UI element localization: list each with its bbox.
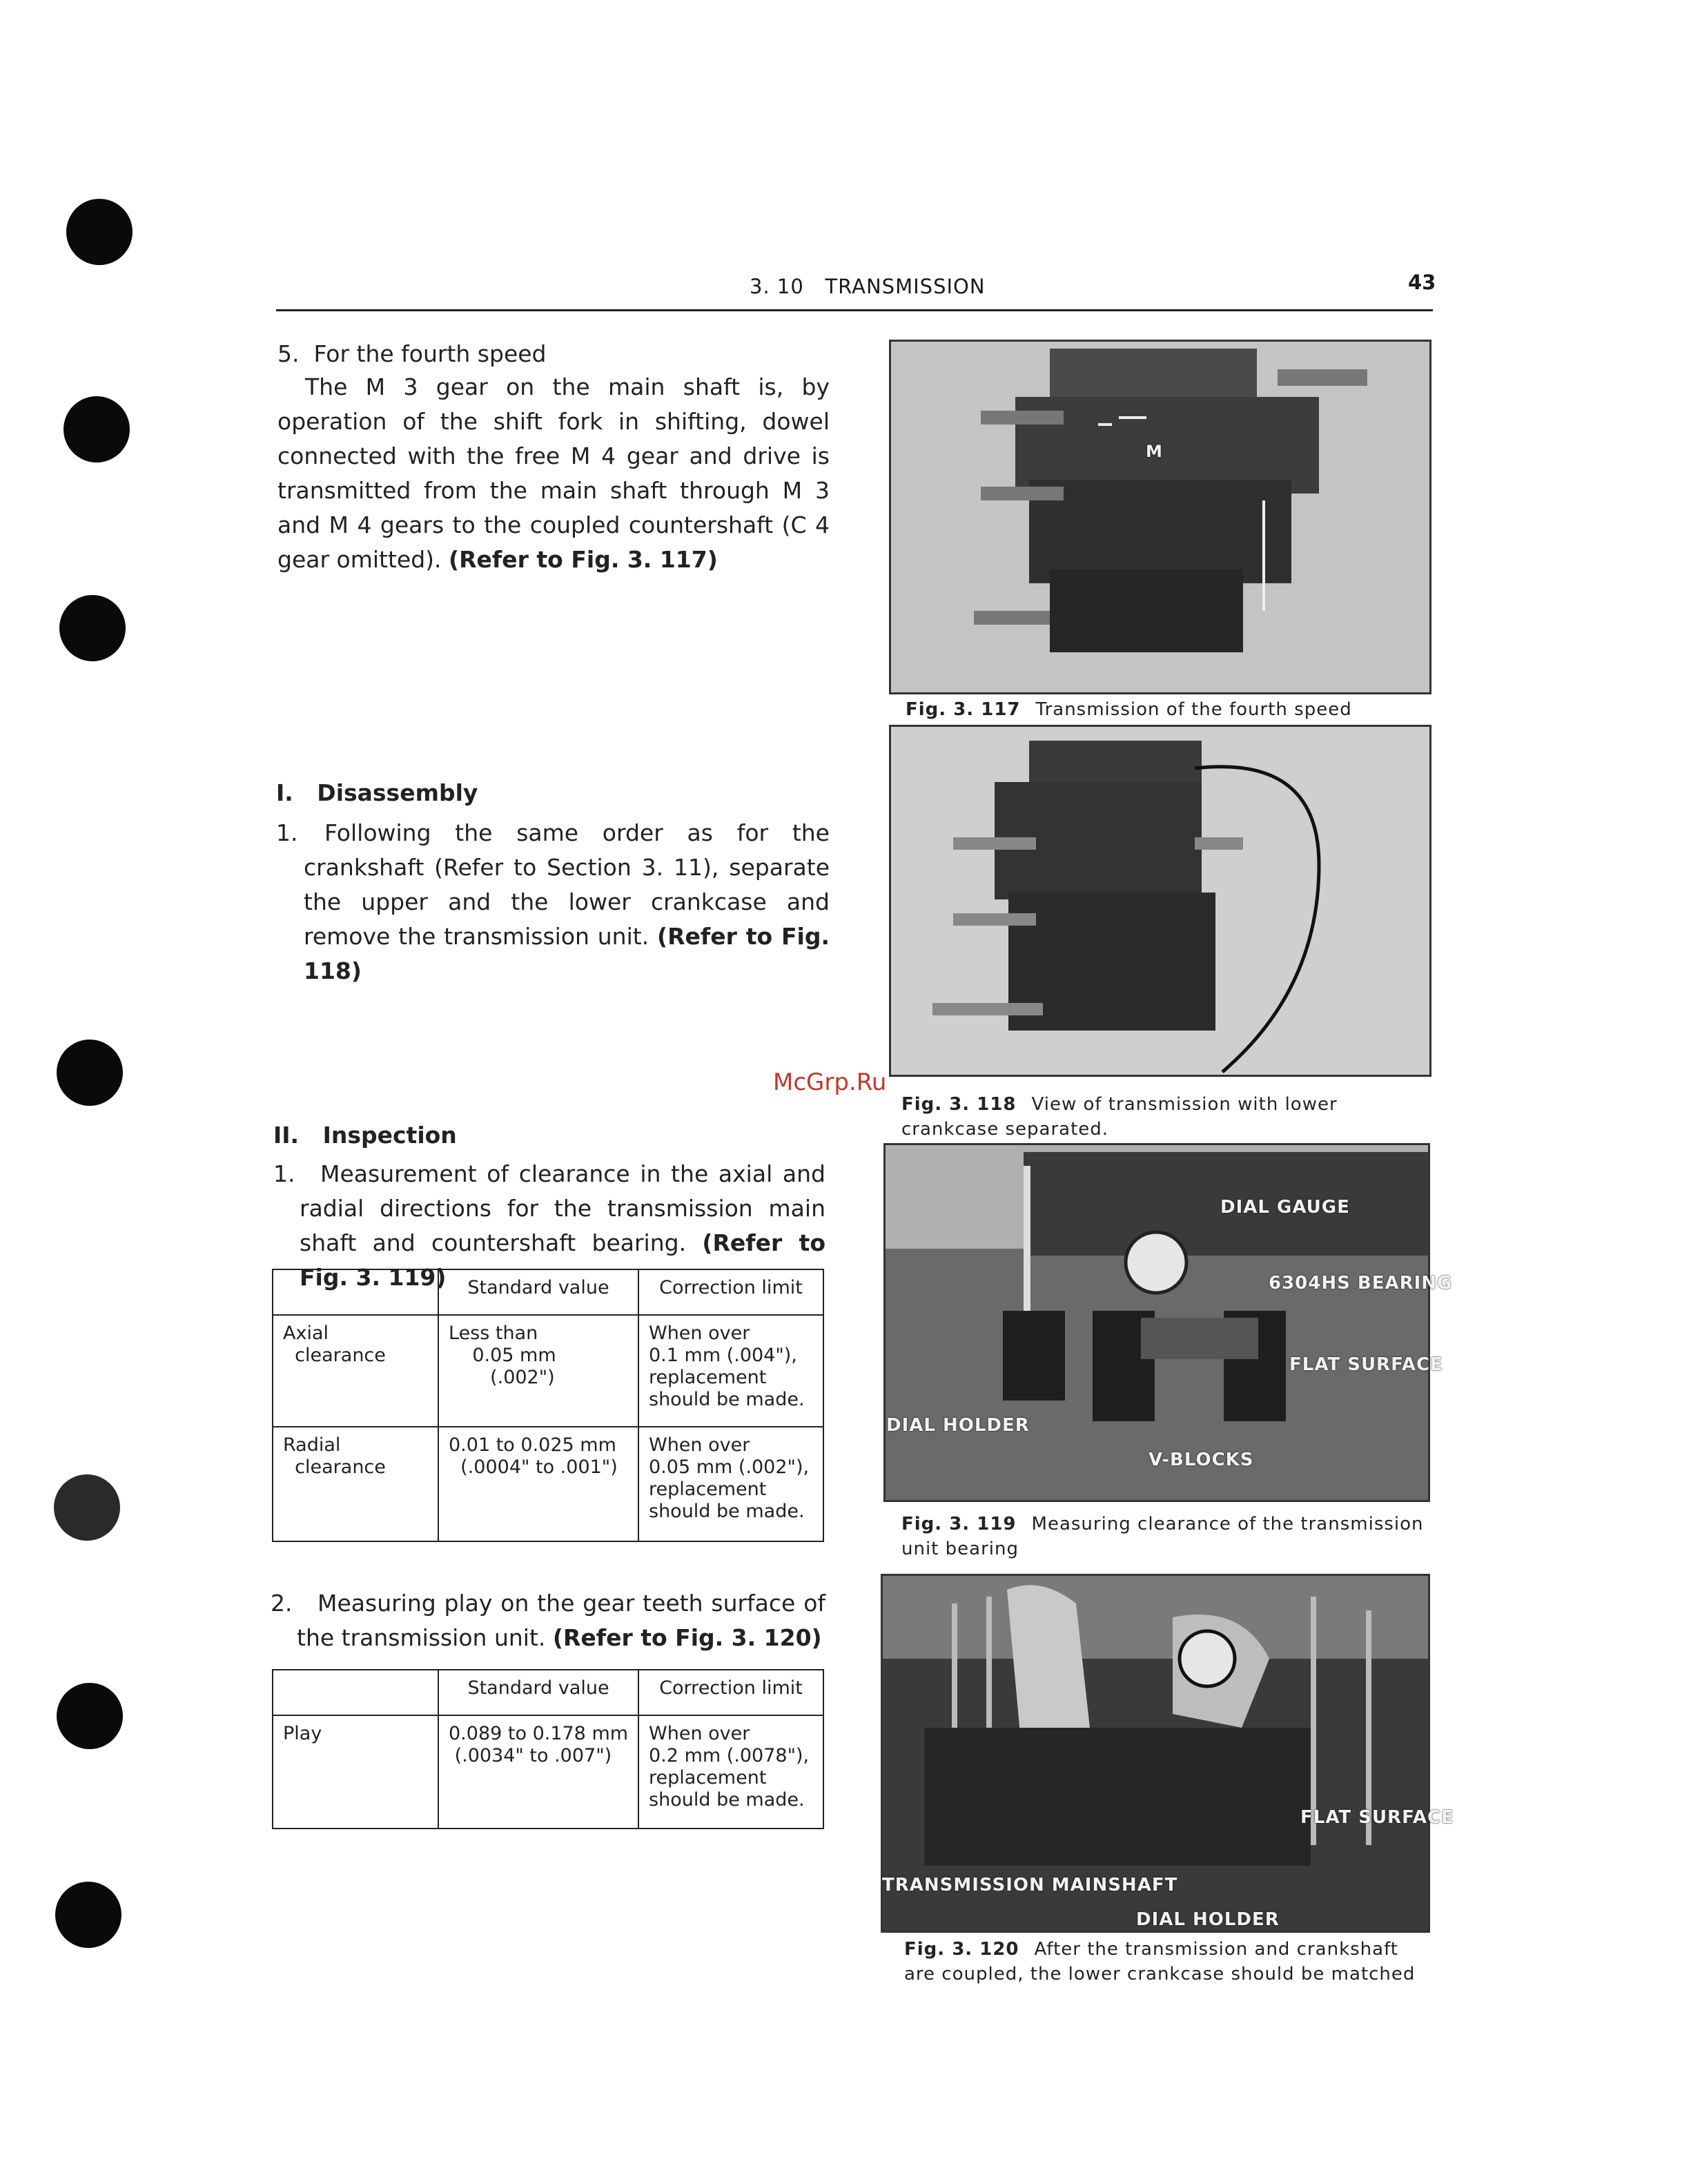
figure-118-number: Fig. 3. 118 — [901, 1094, 1017, 1115]
fig119-label-dial-gauge: DIAL GAUGE — [1220, 1197, 1350, 1218]
disassembly-item-number: 1. — [276, 819, 298, 846]
table1-row2-standard: 0.01 to 0.025 mm (.0004" to .001") — [438, 1427, 638, 1541]
fourth-speed-ref: (Refer to Fig. 3. 117) — [449, 546, 718, 573]
fig120-label-flat-surface: FLAT SURFACE — [1300, 1807, 1454, 1828]
table1-row2-limit: When over 0.05 mm (.002"), replacement should be made. — [638, 1427, 823, 1541]
inspection-item2-number: 2. — [271, 1590, 293, 1617]
figure-120-number: Fig. 3. 120 — [904, 1939, 1019, 1960]
inspection-heading — [273, 1118, 457, 1153]
binder-hole — [63, 396, 130, 462]
inspection-heading-text: Inspection — [322, 1122, 457, 1149]
table1-row1-standard: Less than 0.05 mm (.002") — [438, 1315, 638, 1427]
figure-117-photo — [889, 340, 1431, 694]
header-rule — [276, 309, 1433, 311]
watermark-text: McGrp.Ru — [773, 1069, 887, 1096]
binder-hole — [57, 1683, 123, 1749]
fig119-label-v-blocks: V-BLOCKS — [1148, 1450, 1254, 1470]
table1-header-standard: Standard value — [438, 1269, 638, 1315]
disassembly-heading — [276, 776, 478, 810]
inspection-item1-text: Measurement of clearance in the axial and radial directions for the transmission main shaft and countershaft bearing. — [300, 1160, 825, 1256]
table1-row1-item: Axial clearance — [273, 1315, 438, 1427]
figure-119-text: Measuring clearance of the transmission unit bearing — [901, 1514, 1424, 1559]
binder-hole — [55, 1882, 121, 1948]
fig119-label-bearing: 6304HS BEARING — [1269, 1273, 1453, 1294]
inspection-item2-paragraph — [297, 1586, 825, 1655]
fourth-speed-text: The M 3 gear on the main shaft is, by operation of the shift fork in shifting, dowel connected with the free M 4 gear and drive is transmitted from the main shaft through M 3 and M 4 gears to the coupled countershaft (C 4 gear omitted). — [277, 373, 830, 573]
fig119-label-dial-holder: DIAL HOLDER — [886, 1415, 1030, 1436]
table1-header-empty — [273, 1269, 438, 1315]
binder-hole — [66, 199, 133, 265]
binder-hole — [59, 595, 126, 661]
fourth-speed-heading: 5. For the fourth speed — [277, 340, 547, 367]
figure-120-caption — [904, 1937, 1426, 1987]
table2-row1-standard: 0.089 to 0.178 mm (.0034" to .007") — [438, 1715, 638, 1829]
table2-header-limit: Correction limit — [638, 1670, 823, 1715]
inspection-heading-number: II. — [273, 1122, 300, 1149]
fig119-label-flat-surface: FLAT SURFACE — [1289, 1354, 1443, 1375]
inspection-item1-ref: (Refer to Fig. 3. 119) — [300, 1229, 826, 1291]
binder-hole — [57, 1040, 123, 1106]
section-number: 3. 10 — [750, 275, 804, 298]
fourth-speed-paragraph — [277, 370, 830, 577]
disassembly-paragraph — [304, 816, 830, 988]
table1-row1-limit: When over 0.1 mm (.004"), replacement should be made. — [638, 1315, 823, 1427]
disassembly-text: Following the same order as for the crankshaft (Refer to Section 3. 11), separate the upper and the lower crankcase and remove the transmission unit. — [304, 819, 830, 950]
disassembly-heading-text: Disassembly — [317, 779, 478, 806]
figure-119-number: Fig. 3. 119 — [901, 1514, 1017, 1534]
table2-row1-item: Play — [273, 1715, 438, 1829]
binder-hole — [54, 1474, 120, 1541]
figure-118-text: View of transmission with lower crankcase separated. — [901, 1094, 1338, 1140]
section-header — [750, 275, 986, 298]
figure-120-text: After the transmission and crankshaft are coupled, the lower crankcase should be matched — [904, 1939, 1416, 1985]
inspection-item1-number: 1. — [273, 1160, 295, 1187]
figure-117-caption — [906, 697, 1430, 722]
page-number: 43 — [1408, 271, 1436, 294]
figure-118-caption — [901, 1092, 1426, 1142]
fig120-label-mainshaft: TRANSMISSION MAINSHAFT — [882, 1875, 1178, 1895]
figure-119-caption — [901, 1512, 1426, 1561]
figure-117-number: Fig. 3. 117 — [906, 699, 1021, 720]
inspection-item2-ref: (Refer to Fig. 3. 120) — [552, 1624, 822, 1651]
disassembly-heading-number: I. — [276, 779, 293, 806]
table2-header-standard: Standard value — [438, 1670, 638, 1715]
fig120-label-dial-holder: DIAL HOLDER — [1136, 1909, 1280, 1930]
figure-118-photo — [889, 725, 1431, 1077]
table1-row2-item: Radial clearance — [273, 1427, 438, 1541]
clearance-table — [272, 1269, 824, 1542]
table2-row1-limit: When over 0.2 mm (.0078"), replacement should be made. — [638, 1715, 823, 1829]
play-table — [272, 1669, 824, 1829]
table2-header-empty — [273, 1670, 438, 1715]
figure-117-text: Transmission of the fourth speed — [1035, 699, 1352, 720]
fig117-label-m: M — [1146, 442, 1163, 461]
section-title: TRANSMISSION — [825, 275, 986, 298]
inspection-item2-text: Measuring play on the gear teeth surface of the transmission unit. — [297, 1590, 825, 1651]
table1-header-limit: Correction limit — [638, 1269, 823, 1315]
disassembly-ref: (Refer to Fig. 118) — [304, 923, 830, 984]
